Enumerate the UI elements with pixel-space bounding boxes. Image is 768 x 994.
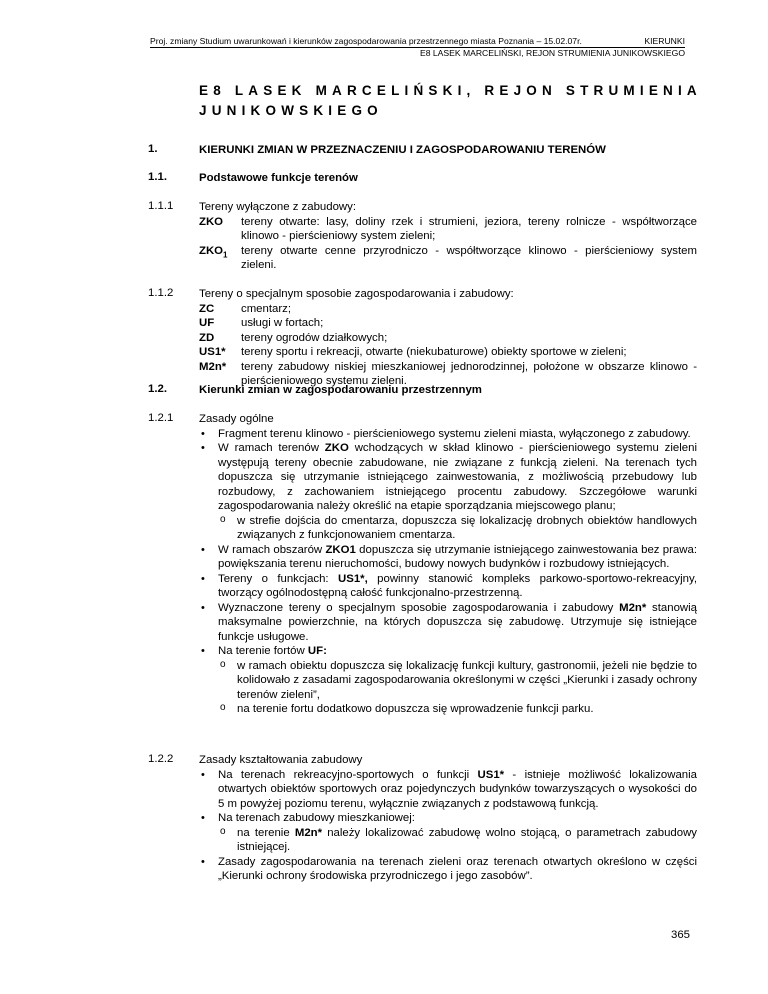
list-item: • Tereny o funkcjach: US1*, powinny stanowić kompleks parkowo-sportowo-rekreacyjny, tworzący ogólnodostępną całość funkcjonalno-przestrzenną. bbox=[199, 572, 697, 601]
sub-list-item: o na terenie M2n* należy lokalizować zabudowę wolno stojącą, o parametrach zabudowy istniejącej. bbox=[218, 826, 697, 855]
section-1-2-1-number: 1.2.1 bbox=[148, 412, 174, 424]
section-1-2-2-number: 1.2.2 bbox=[148, 753, 174, 765]
code-row-zc bbox=[199, 302, 697, 317]
sub-list-item: o w strefie dojścia do cmentarza, dopuszcza się lokalizację drobnych obiektów handlowych związanych z funkcjonowaniem cmentarza. bbox=[218, 514, 697, 543]
code-description: tereny sportu i rekreacji, otwarte (niekubaturowe) obiekty sportowe w zieleni; bbox=[241, 346, 627, 358]
section-1-1-2-intro: Tereny o specjalnym sposobie zagospodarowania i zabudowy: bbox=[199, 288, 514, 300]
code-description: usługi w fortach; bbox=[241, 317, 324, 329]
section-1-title: KIERUNKI ZMIAN W PRZEZNACZENIU I ZAGOSPODAROWANIU TERENÓW bbox=[199, 144, 606, 156]
code-row-uf bbox=[199, 316, 697, 331]
header-line-1 bbox=[150, 36, 685, 48]
code-description: cmentarz; bbox=[241, 302, 292, 315]
section-1-2-1-intro: Zasady ogólne bbox=[199, 413, 274, 425]
code-label: UF bbox=[199, 317, 215, 329]
sub-list bbox=[218, 514, 697, 543]
code-row-zko bbox=[199, 215, 697, 244]
chapter-title-line-1: E8 LASEK MARCELIŃSKI, REJON STRUMIENIA bbox=[199, 83, 702, 98]
section-1-1-number: 1.1. bbox=[148, 171, 167, 183]
code-description: tereny otwarte: lasy, doliny rzek i strumieni, jeziora, tereny rolnicze - współtworzące klinowo - pierścieniowy system zieleni; bbox=[241, 215, 697, 242]
sub-list-item: o w ramach obiektu dopuszcza się lokalizację funkcji kultury, gastronomii, jeżeli nie będzie to kolidowało z zasadami zagospodarowania określonymi w części „Kierunki i zasady ochrony terenów zieleni”, bbox=[218, 659, 697, 703]
code-description: tereny zabudowy niskiej mieszkaniowej jednorodzinnej, położone w obszarze klinowo - pierścieniowego systemu zieleni. bbox=[241, 360, 697, 387]
code-label: ZC bbox=[199, 302, 215, 315]
section-1-1-1-body bbox=[199, 200, 697, 273]
code-row-us1 bbox=[199, 345, 697, 360]
chapter-title-line-2: JUNIKOWSKIEGO bbox=[199, 103, 383, 118]
section-1-2-1-body bbox=[199, 412, 697, 717]
code-description: tereny ogrodów działkowych; bbox=[241, 331, 388, 344]
list-item: • Zasady zagospodarowania na terenach zieleni oraz terenach otwartych określono w części „Kierunki ochrony środowiska przyrodniczego i jego zasobów”. bbox=[199, 855, 697, 884]
list-item: • Na terenie fortów UF: o w ramach obiektu dopuszcza się lokalizację funkcji kultury, gastronomii, jeżeli nie będzie to kolidowało z zasadami zagospodarowania określonymi w części „Kierunki i zasady ochrony terenów zieleni”, o na terenie fortu dodatkowo dopuszcza się wprowadzenie funkcji parku. bbox=[199, 644, 697, 717]
code-row-zko1 bbox=[199, 244, 697, 273]
list-item: • W ramach obszarów ZKO1 dopuszcza się utrzymanie istniejącego zainwestowania bez prawa: powiększania terenu nieruchomości, budowy nowych budynków i rozbudowy istniejących. bbox=[199, 543, 697, 572]
list-item: • Na terenach rekreacyjno-sportowych o funkcji US1* - istnieje możliwość lokalizowania otwartych obiektów sportowych oraz pojedynczych budynków towarzyszących o wysokości do 5 m powyżej poziomu terenu, wyłącznie związanych z podstawową funkcją. bbox=[199, 768, 697, 812]
header-section-label: KIERUNKI bbox=[644, 36, 685, 46]
code-label: M2n* bbox=[199, 360, 227, 373]
general-rules-list bbox=[199, 427, 697, 717]
section-1-number: 1. bbox=[148, 143, 158, 155]
section-1-2-2-body bbox=[199, 753, 697, 884]
header-document-title: Proj. zmiany Studium uwarunkowań i kierunków zagospodarowania przestrzennego miasta Poznania – 15.02.07r. bbox=[150, 36, 582, 46]
code-label: ZKO bbox=[199, 215, 224, 228]
sub-list-item: o na terenie fortu dodatkowo dopuszcza się wprowadzenie funkcji parku. bbox=[218, 702, 697, 717]
list-item: • Na terenach zabudowy mieszkaniowej: o na terenie M2n* należy lokalizować zabudowę wolno stojącą, o parametrach zabudowy istniejącej. bbox=[199, 811, 697, 855]
code-label: $ZKO_1$ bbox=[199, 244, 228, 259]
running-header bbox=[150, 36, 685, 58]
section-1-2-number: 1.2. bbox=[148, 383, 167, 395]
chapter-title bbox=[199, 81, 702, 121]
list-item: • W ramach terenów ZKO wchodzących w skład klinowo - pierścieniowego systemu zieleni występują tereny obecnie zabudowane, nie związane z funkcją zieleni. Na terenach tych dopuszcza się utrzymanie istniejącego zainwestowania, z możliwością przebudowy lub rozbudowy, z zachowaniem istniejącego procentu zabudowy. Szczegółowe warunki zagospodarowania należy określić na etapie sporządzania miejscowego planu; o w strefie dojścia do cmentarza, dopuszcza się lokalizację drobnych obiektów handlowych związanych z funkcjonowaniem cmentarza. bbox=[199, 441, 697, 543]
section-1-1-1-intro: Tereny wyłączone z zabudowy: bbox=[199, 201, 357, 213]
sub-list bbox=[218, 659, 697, 717]
sub-list bbox=[218, 826, 697, 855]
code-label: US1* bbox=[199, 346, 226, 358]
section-1-2-title: Kierunki zmian w zagospodarowaniu przestrzennym bbox=[199, 384, 482, 396]
section-1-1-2-body bbox=[199, 287, 697, 389]
code-description: tereny otwarte cenne przyrodniczo - współtworzące klinowo - pierścieniowy system zieleni. bbox=[241, 244, 697, 271]
section-1-1-1-number: 1.1.1 bbox=[148, 200, 174, 212]
building-rules-list bbox=[199, 768, 697, 884]
list-item: • Fragment terenu klinowo - pierścieniowego systemu zieleni miasta, wyłączonego z zabudowy. bbox=[199, 427, 697, 442]
list-item: • Wyznaczone tereny o specjalnym sposobie zagospodarowania i zabudowy M2n* stanowią maksymalne powierzchnie, na których dopuszcza się zabudowę. Utrzymuje się istniejące funkcje usługowe. bbox=[199, 601, 697, 645]
page-number: 365 bbox=[671, 929, 691, 941]
section-1-1-2-number: 1.1.2 bbox=[148, 287, 174, 299]
code-row-zd bbox=[199, 331, 697, 346]
header-line-2: E8 LASEK MARCELIŃSKI, REJON STRUMIENIA JUNIKOWSKIEGO bbox=[419, 48, 685, 58]
section-1-2-2-intro: Zasady kształtowania zabudowy bbox=[199, 754, 363, 766]
section-1-1-title: Podstawowe funkcje terenów bbox=[199, 172, 358, 184]
code-label: ZD bbox=[199, 331, 215, 344]
